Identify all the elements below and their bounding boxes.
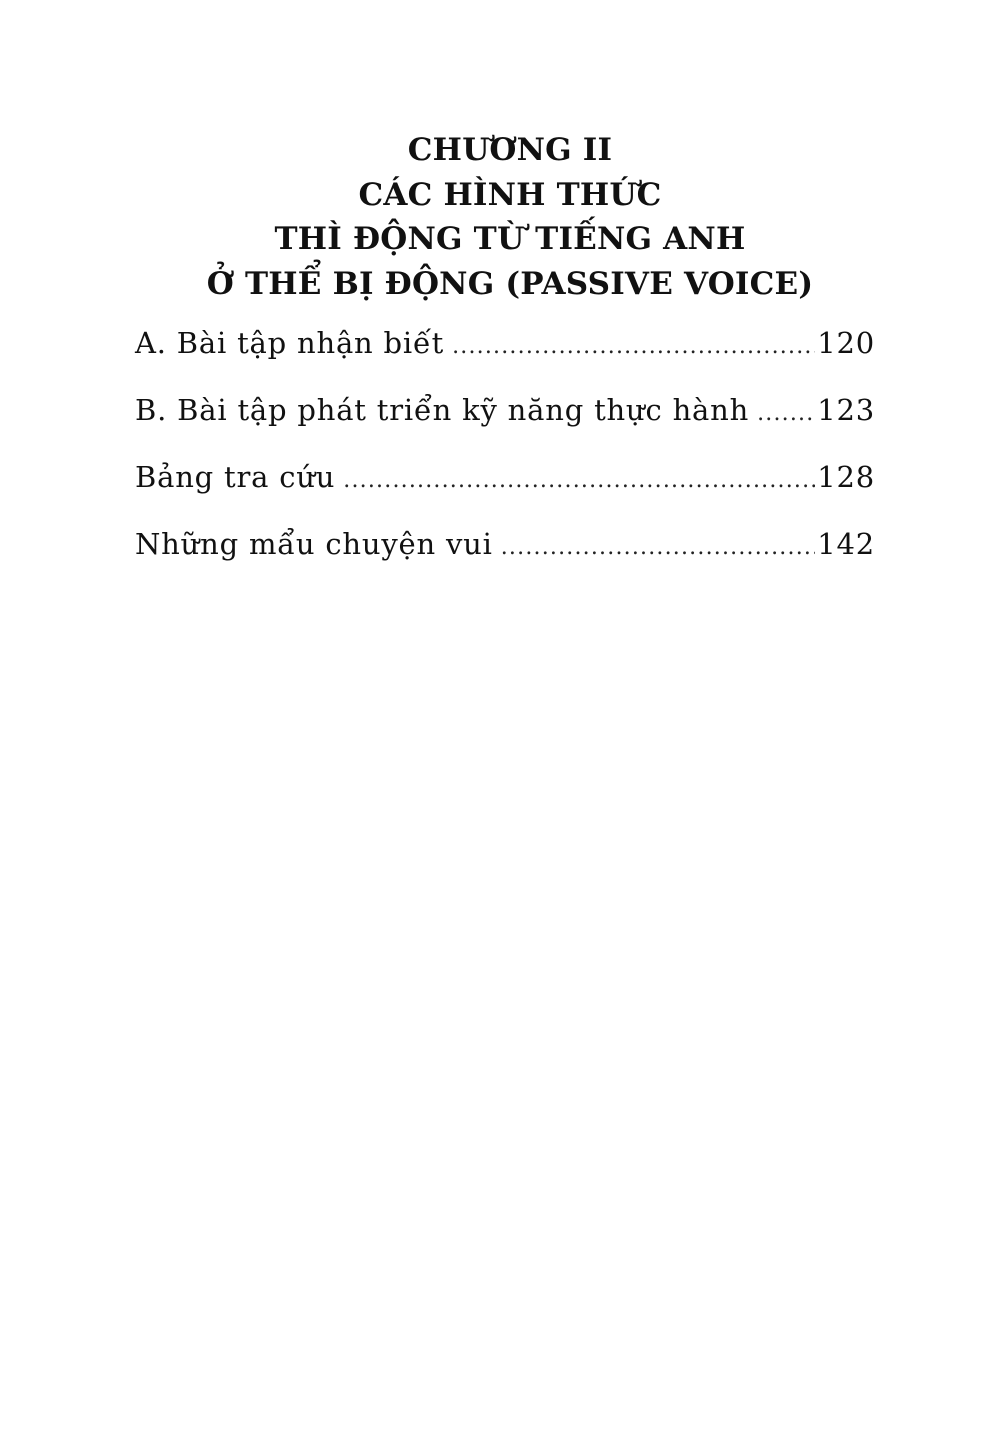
toc-entry-page: 120: [817, 326, 875, 360]
toc-entry-page: 128: [817, 460, 875, 494]
toc-entry-page: 123: [817, 393, 875, 427]
toc-entry-title: Những mẩu chuyện vui: [135, 527, 493, 561]
table-of-contents: [135, 326, 875, 594]
toc-entry: [135, 326, 875, 370]
toc-entry-title: A. Bài tập nhận biết: [135, 326, 445, 360]
toc-dot-leader: [452, 334, 815, 359]
toc-dot-leader: [757, 401, 815, 426]
chapter-title-line: THÌ ĐỘNG TỪ TIẾNG ANH: [274, 221, 746, 257]
toc-entry-title: B. Bài tập phát triển kỹ năng thực hành: [135, 393, 750, 427]
toc-dot-leader: [343, 468, 815, 493]
toc-entry: [135, 393, 875, 437]
toc-entry: [135, 460, 875, 504]
chapter-title-line: Ở THỂ BỊ ĐỘNG (PASSIVE VOICE): [206, 265, 814, 302]
chapter-heading: [0, 128, 1000, 306]
chapter-number: CHƯƠNG II: [407, 132, 613, 168]
toc-entry-title: Bảng tra cứu: [135, 460, 336, 494]
toc-entry: [135, 527, 875, 571]
toc-entry-page: 142: [817, 527, 875, 561]
chapter-title-line: CÁC HÌNH THỨC: [358, 176, 662, 213]
toc-dot-leader: [501, 535, 816, 560]
